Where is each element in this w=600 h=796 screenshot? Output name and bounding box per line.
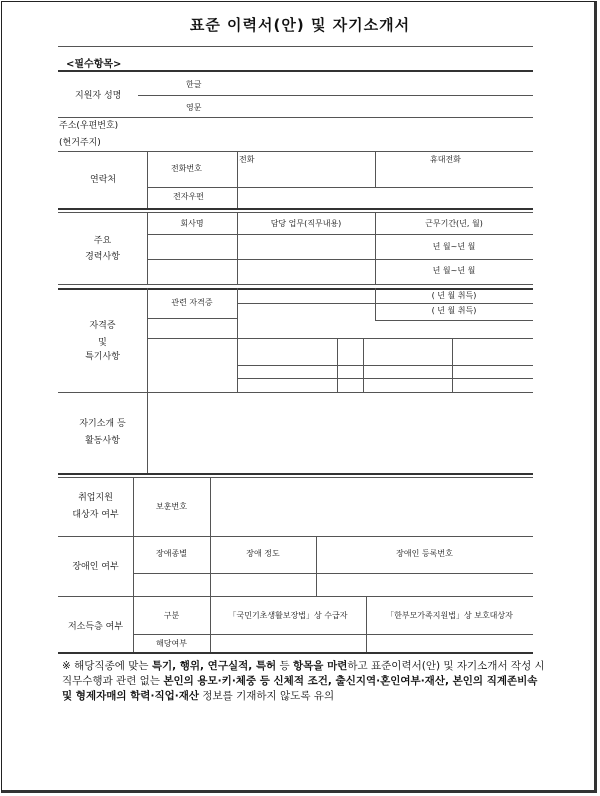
row-border [58, 212, 533, 213]
footnote-emphasis: 특기, 행위, 연구실적, 특허 [151, 660, 277, 672]
career-col-period: 근무기간(년, 월) [425, 219, 483, 228]
related-certificate-label: 관련 자격증 [171, 298, 213, 307]
row-border [237, 303, 533, 304]
section-border [58, 473, 533, 475]
grid-line [375, 151, 376, 187]
disability-label: 장애인 여부 [72, 562, 119, 572]
self-intro-label: 활동사항 [85, 436, 120, 446]
phone-field-label: 전화 [239, 155, 255, 164]
grid-line [210, 536, 211, 596]
row-border [375, 320, 533, 321]
grid-line [210, 596, 211, 652]
grid-line [147, 151, 148, 208]
veteran-number-label: 보훈번호 [156, 502, 187, 511]
certificates-label: 특기사항 [85, 352, 120, 362]
acquired-date-2: ( 년 월 취득) [431, 306, 477, 315]
section-border [58, 288, 533, 290]
employment-support-label: 대상자 여부 [72, 510, 119, 520]
footnote-emphasis: 본인의 용모·키·체중 등 신체적 조건, 출신지역·혼인여부·재산, 본인의 직계존비속 및 형제자매의 학력·직업·재산 [62, 675, 538, 702]
required-section-label: <필수항목> [66, 59, 122, 70]
career-period-row-1: 년 월~년 월 [432, 242, 476, 251]
disability-reg-label: 장애인 등록번호 [396, 549, 453, 558]
row-border [58, 596, 533, 597]
row-border [147, 187, 533, 188]
acquired-date-1: ( 년 월 취득) [431, 291, 477, 300]
row-border [58, 117, 533, 118]
row-border [237, 365, 533, 366]
grid-line [237, 151, 238, 208]
form-bottom-border [58, 652, 533, 654]
footnote-text: ※ 해당직종에 맞는 [62, 660, 152, 672]
low-income-label: 저소득층 여부 [67, 622, 124, 632]
single-parent-label: 「한부모가족지원법」상 보호대상자 [386, 611, 513, 620]
footnote-text: 정보를 기재하지 않도록 유의 [199, 690, 335, 702]
row-border [133, 573, 533, 574]
form-top-border [58, 70, 533, 72]
employment-support-label: 취업지원 [78, 493, 113, 503]
grid-line [366, 596, 367, 652]
row-border [147, 318, 237, 319]
email-label: 전자우편 [173, 192, 204, 201]
address-label: 주소(우편번호) [59, 121, 119, 131]
applicable-label: 해당여부 [156, 639, 187, 648]
disability-grade-label: 장애 정도 [246, 549, 280, 558]
name-korean-label: 한글 [186, 80, 202, 89]
basic-livelihood-label: 「국민기초생활보장법」상 수급자 [228, 611, 348, 620]
grid-line [210, 477, 211, 536]
career-period-row-2: 년 월~년 월 [432, 266, 476, 275]
contact-label: 연락처 [90, 175, 117, 185]
footnote-emphasis: 항목을 마련 [293, 660, 348, 672]
footnote-text: 하고 표준이력서(안) 및 자기소개서 작성 시 직무수행과 관련 없는 [62, 660, 545, 687]
row-border [147, 234, 533, 235]
row-border [58, 284, 533, 285]
applicant-name-label: 지원자 성명 [75, 91, 122, 101]
career-col-company: 회사명 [180, 219, 204, 228]
certificates-label: 자격증 [89, 321, 116, 331]
name-divider [138, 95, 533, 96]
row-border [147, 338, 533, 339]
row-border [58, 151, 533, 152]
row-border [58, 536, 533, 537]
section-border [58, 208, 533, 210]
row-border [133, 634, 533, 635]
current-residence-label: (현거주지) [59, 138, 101, 148]
footnote-text: 등 [276, 660, 294, 672]
row-border [147, 259, 533, 260]
row-border [237, 378, 533, 379]
certificates-label: 및 [98, 338, 107, 348]
career-label: 경력사항 [85, 252, 120, 262]
title-rule [58, 46, 533, 47]
career-label: 주요 [93, 236, 112, 246]
disability-type-label: 장애종별 [156, 549, 187, 558]
mobile-label: 휴대전화 [430, 155, 461, 164]
name-english-label: 영문 [186, 103, 202, 112]
grid-line [316, 536, 317, 596]
grid-line [147, 392, 148, 473]
phone-label: 전화번호 [171, 164, 202, 173]
career-col-duty: 담당 업무(직무내용) [270, 219, 342, 228]
grid-line [133, 536, 134, 596]
footnote [62, 659, 547, 704]
row-border [58, 477, 533, 478]
page-title: 표준 이력서(안) 및 자기소개서 [189, 16, 411, 34]
self-intro-label: 자기소개 등 [79, 419, 126, 429]
row-border [58, 392, 533, 393]
category-label: 구분 [163, 611, 180, 620]
